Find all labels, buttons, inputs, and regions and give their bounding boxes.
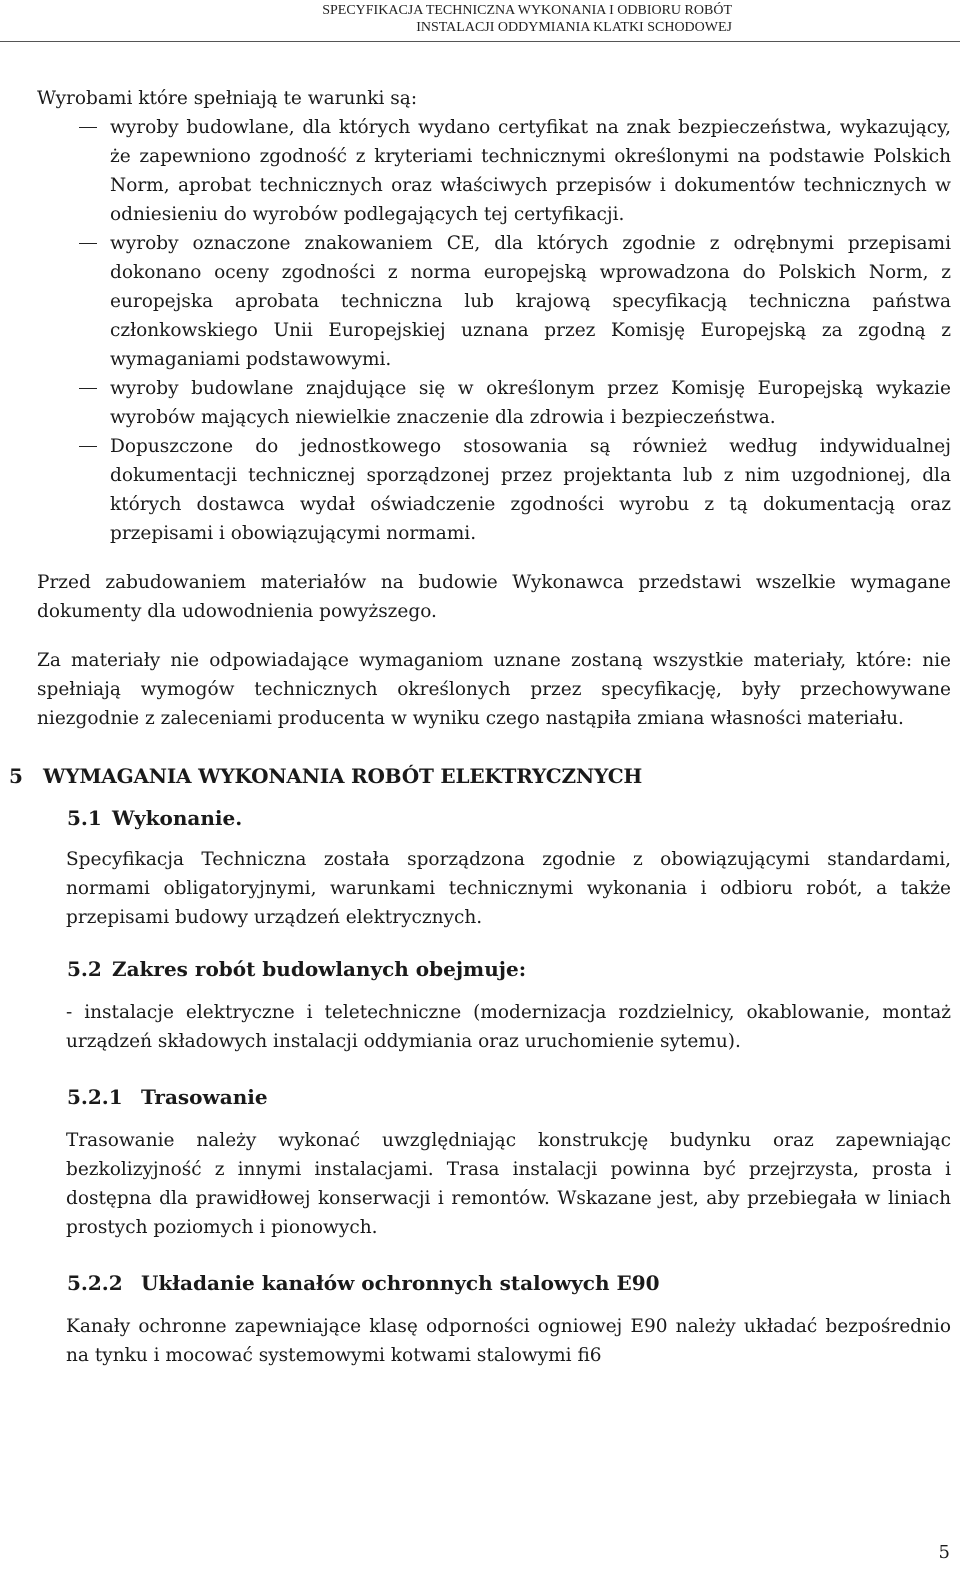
list-item — [37, 229, 951, 374]
subsection-title: Układanie kanałów ochronnych stalowych E90 — [141, 1271, 660, 1295]
header-divider — [0, 41, 960, 42]
subsection-heading-5-2-1 — [67, 1082, 951, 1112]
subsection-heading-5-1 — [67, 803, 951, 833]
section-title: WYMAGANIA WYKONANIA ROBÓT ELEKTRYCZNYCH — [43, 764, 643, 788]
dash-bullet-icon — [79, 243, 97, 244]
subsection-number: 5.2.2 — [67, 1271, 123, 1295]
intro-text: Wyrobami które spełniają te warunki są: — [37, 88, 418, 109]
page-header — [0, 0, 960, 40]
paragraph-5-2: - instalacje elektryczne i teletechniczne (modernizacja rozdzielnicy, okablowanie, montaż urządzeń składowych instalacji oddymiania oraz uruchomienie sytemu). — [66, 1002, 951, 1052]
subsection-number: 5.2.1 — [67, 1085, 123, 1109]
page-number: 5 — [938, 1542, 950, 1563]
dash-bullet-icon — [79, 446, 97, 447]
paragraph-rejected-materials: Za materiały nie odpowiadające wymaganiom uznane zostaną wszystkie materiały, które: nie spełniają wymogów technicznych określonych przez specyfikację, były przechowywane niezgodnie z zaleceniami producenta w wyniku czego nastąpiła zmiana własności materiału. — [37, 650, 951, 729]
header-title-line-1: SPECYFIKACJA TECHNICZNA WYKONANIA I ODBIORU ROBÓT — [322, 3, 732, 18]
subsection-number: 5.1 — [67, 806, 102, 830]
header-title-line-2: INSTALACJI ODDYMIANIA KLATKI SCHODOWEJ — [416, 20, 732, 35]
list-item — [37, 374, 951, 432]
section-number: 5 — [9, 764, 23, 788]
list-item — [37, 432, 951, 548]
paragraph-5-2-2: Kanały ochronne zapewniające klasę odporności ogniowej E90 należy układać bezpośrednio na tynku i mocować systemowymi kotwami stalowymi fi6 — [66, 1316, 951, 1366]
list-item-text: Dopuszczone do jednostkowego stosowania są również według indywidualnej dokumentacji technicznej sporządzonej przez projektanta lub z nim uzgodnionej, dla których dostawca wydał oświadczenie zgodności wyrobu z tą dokumentacją oraz przepisami i obowiązującymi normami. — [110, 436, 951, 544]
section-heading-5 — [9, 761, 923, 791]
subsection-title: Wykonanie. — [112, 806, 243, 830]
subsection-number: 5.2 — [67, 957, 102, 981]
dash-bullet-icon — [79, 127, 97, 128]
subsection-title: Zakres robót budowlanych obejmuje: — [112, 957, 527, 981]
subsection-heading-5-2-2 — [67, 1268, 951, 1298]
paragraph-5-2-1: Trasowanie należy wykonać uwzględniając konstrukcję budynku oraz zapewniając bezkolizyjność z innymi instalacjami. Trasa instalacji powinna być przejrzysta, prosta i dostępna dla prawidłowej konserwacji i remontów. Wskazane jest, aby przebiegała w liniach prostych poziomych i pionowych. — [66, 1130, 951, 1238]
list-item-text: wyroby budowlane znajdujące się w określonym przez Komisję Europejską wykazie wyrobów mających niewielkie znaczenie dla zdrowia i bezpieczeństwa. — [110, 378, 951, 428]
list-item-text: wyroby budowlane, dla których wydano certyfikat na znak bezpieczeństwa, wykazujący, że zapewniono zgodność z kryteriami technicznymi określonymi na podstawie Polskich Norm, aprobat technicznych oraz właściwych przepisów i dokumentów technicznych w odniesieniu do wyrobów podlegających tej certyfikacji. — [110, 117, 951, 225]
list-item — [37, 113, 951, 229]
subsection-title: Trasowanie — [141, 1085, 268, 1109]
list-item-text: wyroby oznaczone znakowaniem CE, dla których zgodnie z odrębnymi przepisami dokonano oceny zgodności z norma europejską wprowadzona do Polskich Norm, z europejska aprobata techniczna lub krajową specyfikacją techniczna państwa członkowskiego Unii Europejskiej uznana przez Komisję Europejską za zgodną z wymaganiami podstawowymi. — [110, 233, 951, 370]
paragraph-documents: Przed zabudowaniem materiałów na budowie Wykonawca przedstawi wszelkie wymagane dokumenty dla udowodnienia powyższego. — [37, 572, 951, 622]
subsection-heading-5-2 — [67, 954, 951, 984]
document-body — [9, 84, 951, 1370]
dash-bullet-icon — [79, 388, 97, 389]
paragraph-5-1: Specyfikacja Techniczna została sporządzona zgodnie z obowiązującymi standardami, normami obligatoryjnymi, warunkami technicznymi wykonania i odbioru robót, a także przepisami budowy urządzeń elektrycznych. — [66, 849, 951, 928]
